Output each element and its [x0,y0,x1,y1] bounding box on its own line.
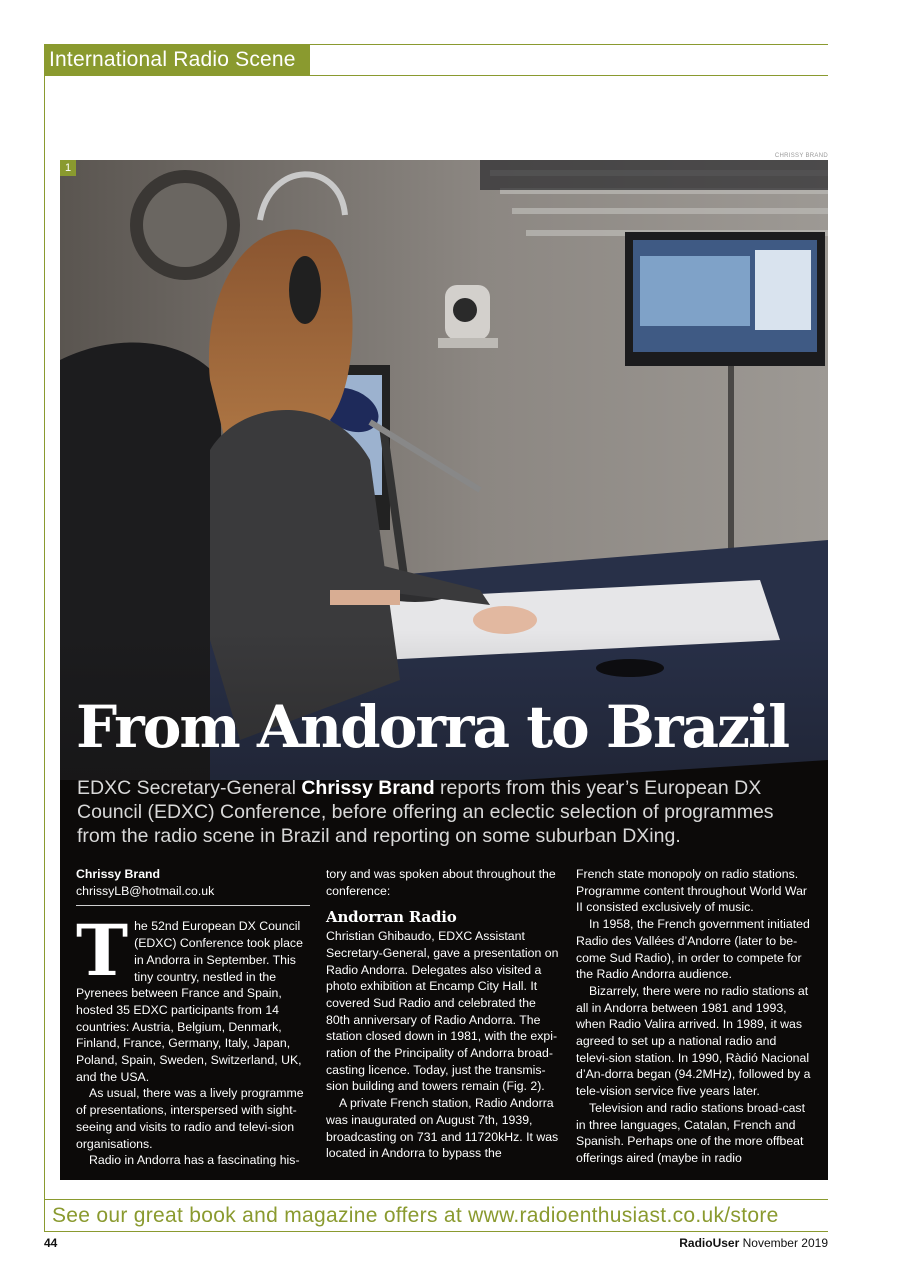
margin-rule [44,76,45,1232]
article-column-2 [326,866,560,1162]
magazine-name: RadioUser [679,1236,740,1250]
paragraph: A private French station, Radio Andorra was inaugurated on August 7th, 1939, broadcasting on 731 and 11720kHz. It was located in Andorra to bypass the [326,1096,559,1161]
article-headline: From Andorra to Brazil [76,693,789,761]
article-column-3 [576,866,812,1167]
promo-rule-bottom [44,1231,828,1232]
photo-credit: CHRISSY BRAND [774,153,828,159]
author-email[interactable]: chrissyLB@hotmail.co.uk [76,883,215,898]
paragraph: French state monopoly on radio stations. Programme content throughout World War II consisted exclusively of music. [576,867,808,915]
standfirst-lead: EDXC Secretary-General [77,777,302,799]
figure-number-badge: 1 [60,160,76,176]
article-column-1 [76,866,310,1169]
paragraph: Radio in Andorra has a fascinating his- [89,1153,300,1168]
standfirst-rest: reports from this year’s European DX Council (EDXC) Conference, before offering an eclectic selection of programmes from the radio scene in Brazil and reporting on some suburban DXing. [77,777,774,847]
magazine-masthead [679,1236,828,1250]
store-promo-link[interactable]: See our great book and magazine offers at www.radioenthusiast.co.uk/store [52,1204,779,1227]
author-name: Chrissy Brand [76,867,161,881]
section-title: International Radio Scene [44,44,310,76]
paragraph: Bizarrely, there were no radio stations at all in Andorra between 1981 and 1993, when Radio Valira arrived. In 1989, it was agreed to set up a national radio and televi-sion station. In 1990, Ràdió Nacional d’An-dorra began (94.2MHz), followed by a tele-vision service five years later. [576,983,811,1099]
issue-date: November 2019 [742,1236,828,1250]
paragraph: Television and radio stations broad-cast in three languages, Catalan, French and Spanish. Perhaps one of the more offbeat offerings aired (maybe in radio [576,1100,805,1165]
paragraph: In 1958, the French government initiated Radio des Vallées d’Andorre (later to be-come Sud Radio), in order to compete for the Radio Andorra audience. [576,917,810,982]
article-standfirst [77,776,817,848]
promo-rule-top [44,1199,828,1200]
standfirst-author: Chrissy Brand [301,777,435,799]
paragraph: tory and was spoken about throughout the conference: [326,867,556,898]
drop-cap: T [76,909,129,993]
paragraph: Christian Ghibaudo, EDXC Assistant Secretary-General, gave a presentation on Radio Andorra. Delegates also visited a photo exhibition at Encamp City Hall. It covered Sud Radio and celebrated the 80th anniversary of Radio Andorra. The station closed down in 1981, with the expi-ration of the Principality of Andorra broad-casting licence. Today, just the transmis-sion building and towers remain (Fig. 2). [326,929,559,1094]
header-rule-lower [310,75,828,76]
paragraph: As usual, there was a lively programme of presentations, interspersed with sight-seeing and visits to radio and televi-sion organisations. [76,1086,304,1151]
subheading: Andorran Radio [326,908,457,927]
header-rule [310,44,828,45]
page-number: 44 [44,1236,58,1250]
paragraph: The 52nd European DX Council (EDXC) Conference took place in Andorra in September. This tiny country, nestled in the Pyrenees between France and Spain, hosted 35 EDXC participants from 14 countries: Austria, Belgium, Denmark, Finland, France, Germany, Italy, Japan, Poland, Spain, Sweden, Switzerland, UK, and the USA. [76,909,303,1084]
byline-rule [76,905,310,906]
